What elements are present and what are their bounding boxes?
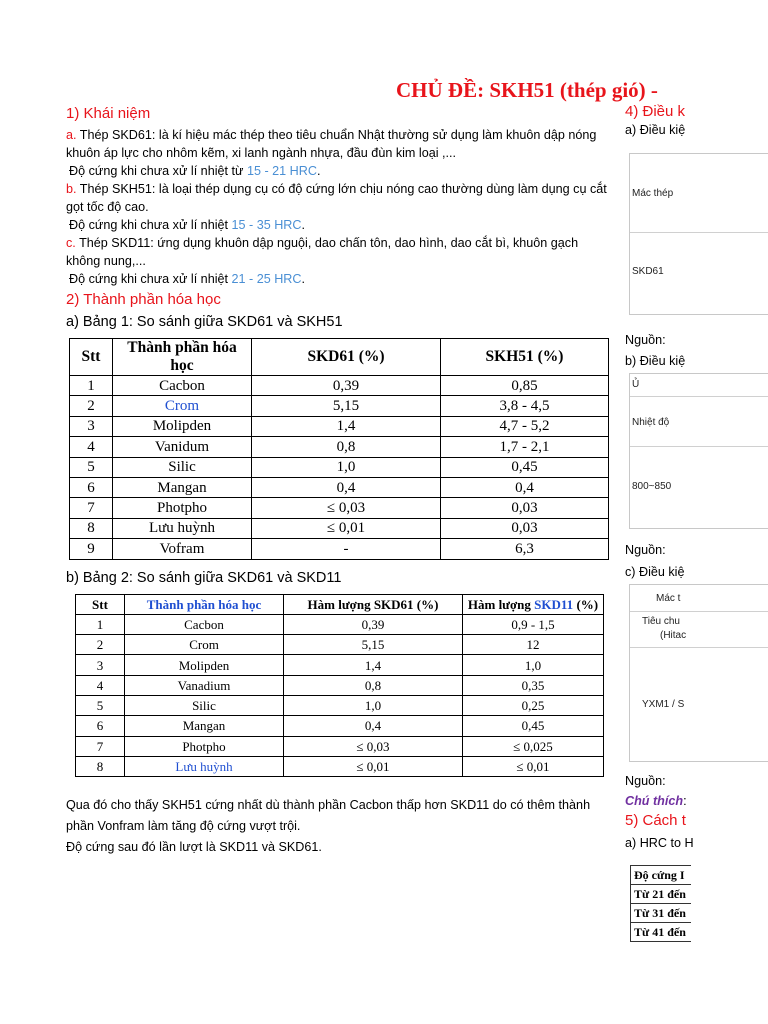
table-cell: 3 bbox=[76, 655, 125, 675]
hardness-b-label: Độ cứng khi chưa xử lí nhiệt bbox=[69, 218, 232, 232]
table-cell: ≤ 0,01 bbox=[463, 756, 604, 776]
table-cell: 1,4 bbox=[252, 416, 441, 436]
table-row bbox=[70, 457, 609, 477]
paragraph-b-text: Thép SKH51: là loại thép dụng cụ có độ cứng lớn chịu nóng cao thường dùng làm dụng cụ cắt gọt tốc độ cao. bbox=[66, 182, 607, 214]
table-cell: 4 bbox=[76, 675, 125, 695]
table-cell: ≤ 0,01 bbox=[284, 756, 463, 776]
table-header-cell: Stt bbox=[70, 339, 113, 376]
table-row bbox=[70, 396, 609, 416]
table-row bbox=[70, 437, 609, 457]
table-cell: 0,39 bbox=[252, 376, 441, 396]
table-row bbox=[76, 716, 604, 736]
section-2-heading: 2) Thành phần hóa học bbox=[66, 291, 221, 308]
table-cell: 5 bbox=[70, 457, 113, 477]
table-cell: Silic bbox=[113, 457, 252, 477]
hardness-b bbox=[66, 216, 614, 234]
hardness-c-value: 21 - 25 HRC bbox=[231, 272, 302, 286]
table-row bbox=[76, 736, 604, 756]
item-prefix-b: b. bbox=[66, 182, 77, 196]
table-cell: 0,03 bbox=[441, 518, 609, 538]
period: . bbox=[301, 218, 305, 232]
table-cell: Vanadium bbox=[125, 675, 284, 695]
table-row bbox=[76, 635, 604, 655]
table-cell: 7 bbox=[70, 498, 113, 518]
divider bbox=[630, 611, 768, 612]
period: . bbox=[301, 272, 305, 286]
table-cell: 0,39 bbox=[284, 614, 463, 634]
table-header-cell: Thành phần hóa học bbox=[113, 339, 252, 376]
table-row bbox=[70, 539, 609, 559]
box2-cell: Nhiệt độ bbox=[632, 417, 670, 428]
hrc-row: Từ 21 đến bbox=[631, 885, 691, 904]
table-cell: 1,4 bbox=[284, 655, 463, 675]
condition-a-label: a) Điều kiệ bbox=[625, 123, 686, 137]
paragraph-c-text: Thép SKD11: ứng dụng khuôn dập nguội, dao chấn tôn, dao hình, dao cắt bì, khuôn gạch không nung,... bbox=[66, 236, 579, 268]
box1-cell: Mác thép bbox=[632, 188, 674, 199]
table-cell: Silic bbox=[125, 696, 284, 716]
table-cell: 0,85 bbox=[441, 376, 609, 396]
table-header-cell: SKH51 (%) bbox=[441, 339, 609, 376]
table-cell: ≤ 0,01 bbox=[252, 518, 441, 538]
table-cell: 1,0 bbox=[463, 655, 604, 675]
table-row bbox=[70, 376, 609, 396]
conclusion-line: Qua đó cho thấy SKH51 cứng nhất dù thành phần Cacbon thấp hơn SKD11 do có thêm thành bbox=[66, 798, 591, 813]
table-cell: 5 bbox=[76, 696, 125, 716]
table-cell: Vanidum bbox=[113, 437, 252, 457]
item-prefix-a: a. bbox=[66, 128, 77, 142]
hrc-label: a) HRC to H bbox=[625, 836, 694, 850]
divider bbox=[630, 232, 768, 233]
hardness-b-value: 15 - 35 HRC bbox=[231, 218, 302, 232]
box1-cell: SKD61 bbox=[632, 266, 664, 277]
table-row bbox=[70, 518, 609, 538]
table-2-body bbox=[76, 614, 604, 776]
table-1-body bbox=[70, 376, 609, 560]
source-label: Nguồn: bbox=[625, 774, 666, 788]
table-cell: 9 bbox=[70, 539, 113, 559]
table-cell: 0,8 bbox=[284, 675, 463, 695]
hardness-c bbox=[66, 270, 614, 288]
table-cell: 2 bbox=[76, 635, 125, 655]
divider bbox=[630, 446, 768, 447]
section-4-heading: 4) Điều k bbox=[625, 103, 686, 120]
table-cell: 1,0 bbox=[284, 696, 463, 716]
table-cell: Crom bbox=[113, 396, 252, 416]
table-header-cell: Hàm lượng SKD61 (%) bbox=[284, 594, 463, 614]
table-header-cell: SKD61 (%) bbox=[252, 339, 441, 376]
table-cell: 8 bbox=[76, 756, 125, 776]
table-1-caption: a) Bảng 1: So sánh giữa SKD61 và SKH51 bbox=[66, 314, 343, 330]
hardness-a-value: 15 - 21 HRC bbox=[246, 164, 317, 178]
table-cell: 0,25 bbox=[463, 696, 604, 716]
conclusion bbox=[66, 795, 614, 858]
table-row bbox=[76, 696, 604, 716]
note-colon: : bbox=[683, 794, 687, 808]
table-cell: 3,8 - 4,5 bbox=[441, 396, 609, 416]
table-cell: 5,15 bbox=[252, 396, 441, 416]
note-label: Chú thích bbox=[625, 794, 684, 808]
hrc-row: Từ 41 đến bbox=[631, 923, 691, 942]
hrc-row: Độ cứng I bbox=[631, 866, 691, 885]
table-cell: Molipden bbox=[125, 655, 284, 675]
table-cell: 0,9 - 1,5 bbox=[463, 614, 604, 634]
table-cell: 0,45 bbox=[463, 716, 604, 736]
table-cell: 6,3 bbox=[441, 539, 609, 559]
page-title: CHỦ ĐỀ: SKH51 (thép gió) - bbox=[396, 78, 658, 102]
table-cell: 0,03 bbox=[441, 498, 609, 518]
table-cell: - bbox=[252, 539, 441, 559]
table-2-caption: b) Bảng 2: So sánh giữa SKD61 và SKD11 bbox=[66, 569, 342, 586]
table-cell: Vofram bbox=[113, 539, 252, 559]
table-row bbox=[70, 498, 609, 518]
table-cell: ≤ 0,025 bbox=[463, 736, 604, 756]
conclusion-line: Độ cứng sau đó lần lượt là SKD11 và SKD61. bbox=[66, 840, 322, 855]
table-header-cell bbox=[463, 594, 604, 614]
condition-c-label: c) Điều kiệ bbox=[625, 565, 685, 579]
section-5-heading: 5) Cách t bbox=[625, 812, 686, 829]
header-unit: (%) bbox=[573, 596, 599, 612]
note bbox=[625, 794, 687, 808]
left-column bbox=[66, 102, 614, 858]
item-prefix-c: c. bbox=[66, 236, 76, 250]
table-cell: 12 bbox=[463, 635, 604, 655]
header-skd11: SKD11 bbox=[534, 596, 574, 612]
box2-cell: 800~850 bbox=[632, 481, 672, 492]
paragraph-c bbox=[66, 234, 614, 270]
table-header-cell: Stt bbox=[76, 594, 125, 614]
box3-cell: Tiêu chu bbox=[642, 616, 680, 627]
table-cell: 0,8 bbox=[252, 437, 441, 457]
table-cell: 8 bbox=[70, 518, 113, 538]
source-label: Nguồn: bbox=[625, 333, 666, 347]
table-cell: ≤ 0,03 bbox=[252, 498, 441, 518]
table-cell: 4,7 - 5,2 bbox=[441, 416, 609, 436]
table-cell: Lưu huỳnh bbox=[113, 518, 252, 538]
period: . bbox=[316, 164, 321, 178]
table-cell: Photpho bbox=[125, 736, 284, 756]
table-row bbox=[76, 675, 604, 695]
table-cell: 7 bbox=[76, 736, 125, 756]
box2-cell: Ủ bbox=[632, 379, 640, 390]
table-cell: 0,4 bbox=[252, 477, 441, 497]
table-cell: ≤ 0,03 bbox=[284, 736, 463, 756]
table-row bbox=[76, 614, 604, 634]
table-cell: 0,35 bbox=[463, 675, 604, 695]
condition-table-2 bbox=[629, 373, 768, 529]
table-cell: 1,7 - 2,1 bbox=[441, 437, 609, 457]
table-cell: 6 bbox=[70, 477, 113, 497]
table-1 bbox=[69, 338, 609, 560]
section-1-heading: 1) Khái niệm bbox=[66, 105, 151, 122]
table-header-row bbox=[76, 594, 604, 614]
table-row bbox=[76, 756, 604, 776]
paragraph-a bbox=[66, 126, 614, 162]
table-header-row bbox=[70, 339, 609, 376]
table-cell: Crom bbox=[125, 635, 284, 655]
header-text: Hàm lượng bbox=[467, 596, 535, 612]
hrc-row: Từ 31 đến bbox=[631, 904, 691, 923]
table-cell: Cacbon bbox=[125, 614, 284, 634]
hardness-a bbox=[66, 162, 614, 180]
table-cell: 0,45 bbox=[441, 457, 609, 477]
table-cell: 6 bbox=[76, 716, 125, 736]
table-cell: Lưu huỳnh bbox=[125, 756, 284, 776]
divider bbox=[630, 396, 768, 397]
divider bbox=[630, 647, 768, 648]
table-cell: Mangan bbox=[113, 477, 252, 497]
table-cell: 4 bbox=[70, 437, 113, 457]
table-2 bbox=[75, 594, 604, 778]
box3-cell: Mác t bbox=[656, 593, 681, 604]
table-cell: 1 bbox=[70, 376, 113, 396]
hrc-table-image bbox=[630, 865, 691, 942]
table-cell: 3 bbox=[70, 416, 113, 436]
box3-cell: (Hitac bbox=[660, 630, 687, 641]
table-cell: 5,15 bbox=[284, 635, 463, 655]
condition-table-1 bbox=[629, 153, 768, 315]
table-row bbox=[70, 416, 609, 436]
source-label: Nguồn: bbox=[625, 543, 666, 557]
paragraph-a-text: Thép SKD61: là kí hiệu mác thép theo tiêu chuẩn Nhật thường sử dụng làm khuôn dập nóng khuôn áp lực cho nhôm kẽm, xi lanh ngành nhựa, đầu đùn kim loại ,... bbox=[66, 128, 597, 160]
box3-cell: YXM1 / S bbox=[642, 699, 685, 710]
table-cell: 1 bbox=[76, 614, 125, 634]
table-cell: Cacbon bbox=[113, 376, 252, 396]
table-row bbox=[70, 477, 609, 497]
conclusion-line: phần Vonfram làm tăng độ cứng vượt trội. bbox=[66, 819, 301, 834]
table-header-cell: Thành phần hóa học bbox=[125, 594, 284, 614]
table-cell: 0,4 bbox=[284, 716, 463, 736]
condition-b-label: b) Điều kiệ bbox=[625, 354, 686, 368]
table-cell: 0,4 bbox=[441, 477, 609, 497]
table-cell: 1,0 bbox=[252, 457, 441, 477]
condition-table-3 bbox=[629, 584, 768, 762]
table-cell: Molipden bbox=[113, 416, 252, 436]
table-cell: Photpho bbox=[113, 498, 252, 518]
table-cell: Mangan bbox=[125, 716, 284, 736]
paragraph-b bbox=[66, 180, 614, 216]
table-row bbox=[76, 655, 604, 675]
table-cell: 2 bbox=[70, 396, 113, 416]
hardness-c-label: Độ cứng khi chưa xử lí nhiệt bbox=[69, 272, 232, 286]
hardness-a-label: Độ cứng khi chưa xử lí nhiệt từ bbox=[69, 164, 247, 178]
